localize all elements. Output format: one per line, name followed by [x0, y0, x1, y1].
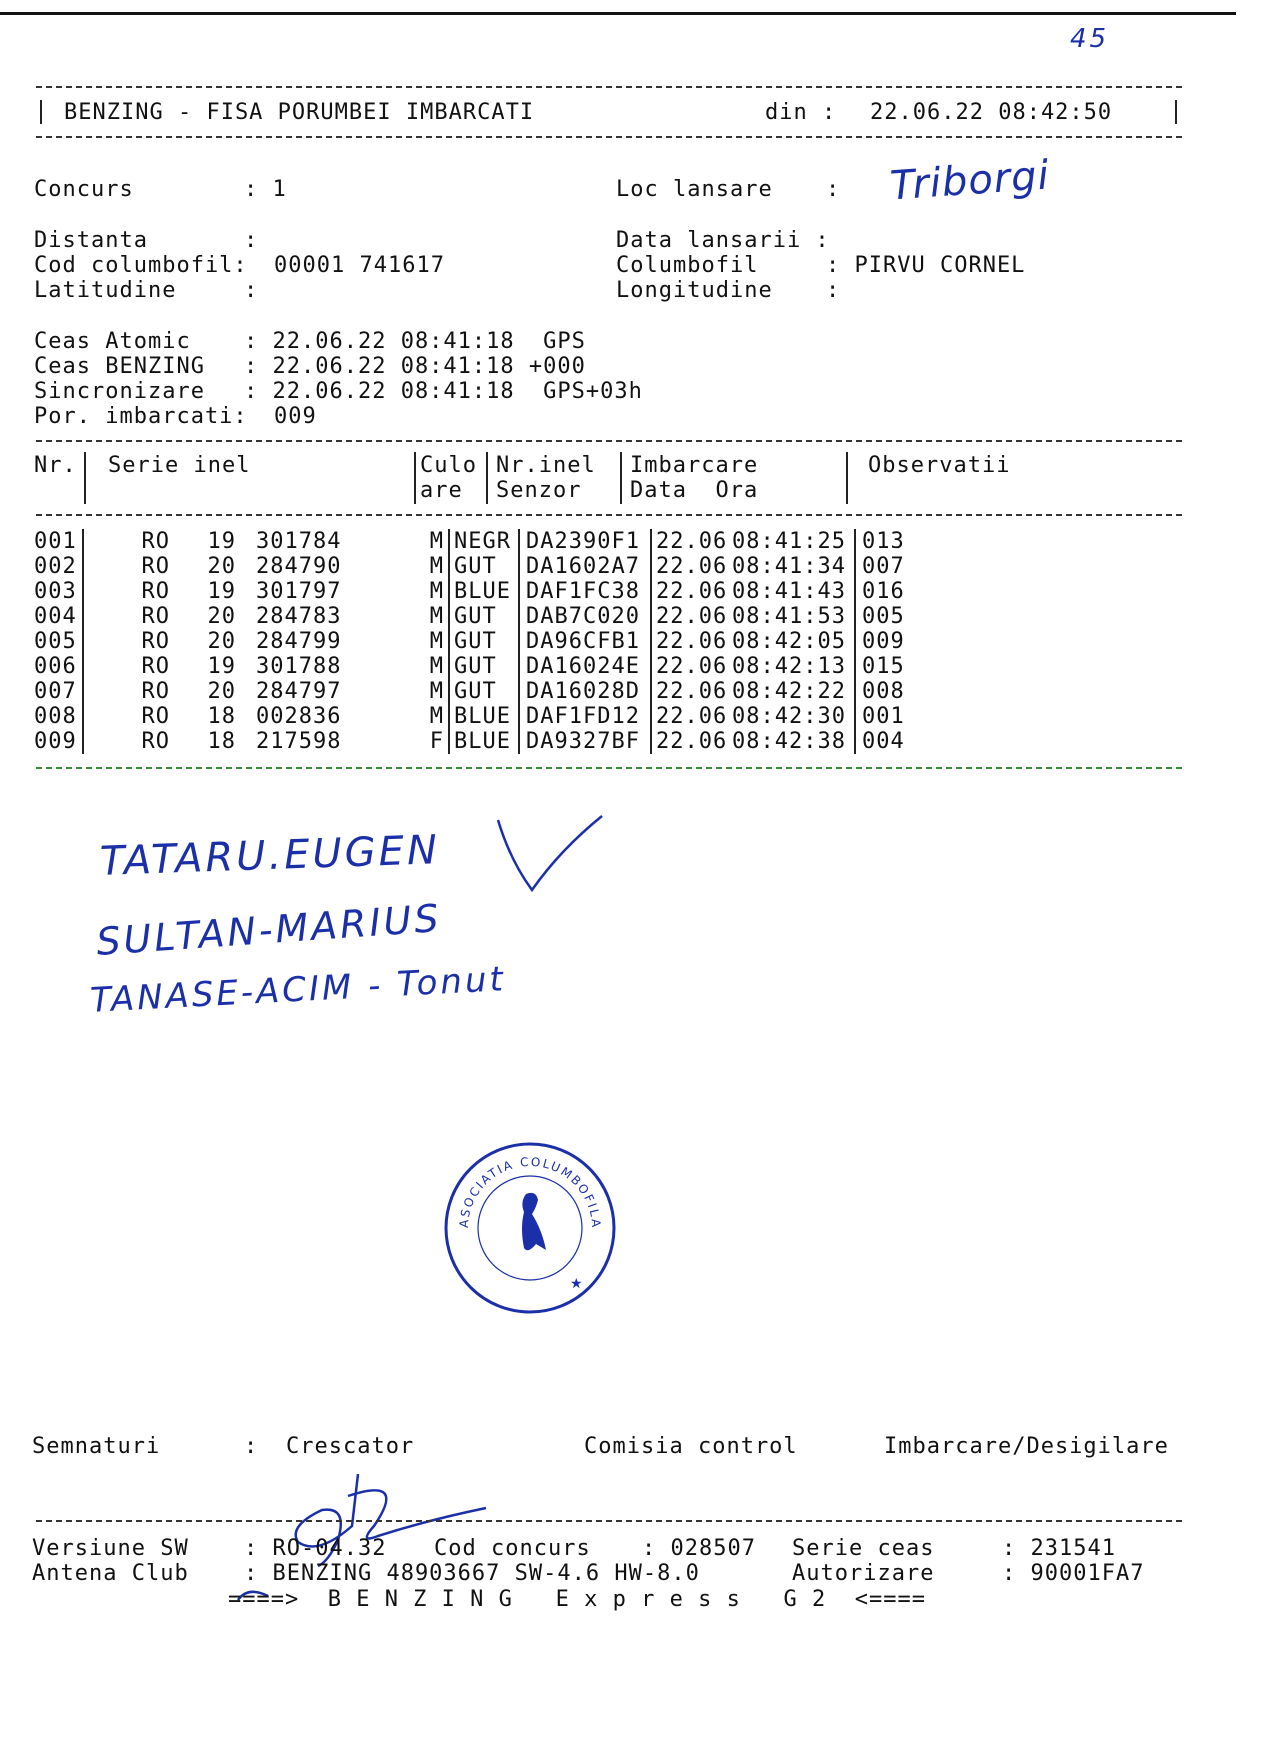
autorizare-label: Autorizare — [792, 1561, 935, 1586]
row-country: RO — [141, 629, 170, 654]
crescator-label: Crescator — [286, 1434, 415, 1459]
row-ring-number: 217598 — [256, 729, 342, 754]
row-sensor-ring: DA9327BF — [519, 729, 651, 754]
club-stamp — [440, 1138, 620, 1318]
table-row — [34, 604, 905, 629]
col-culoare-2: are — [420, 478, 463, 503]
col-nr-inel-1: Nr.inel — [496, 453, 596, 478]
longitudine-value: : — [826, 278, 841, 303]
row-observatii: 001 — [862, 704, 905, 729]
row-color: GUT — [449, 679, 519, 704]
col-imbarcare-2: Data Ora — [630, 478, 759, 503]
row-nr: 008 — [34, 704, 83, 729]
row-color: GUT — [449, 654, 519, 679]
porumbei-imbarcati-value: 009 — [274, 404, 317, 429]
row-time: 08:42:22 — [732, 679, 855, 704]
handwritten-name-3: TANASE-ACIM - Tonut — [89, 959, 507, 1021]
concurs-label: Concurs — [34, 177, 134, 202]
columbofil-label: Columbofil — [616, 253, 759, 278]
sincronizare-value: : 22.06.22 08:41:18 GPS+03h — [244, 379, 643, 404]
table-row — [34, 729, 905, 754]
top-border-line — [0, 12, 1236, 15]
row-color: BLUE — [449, 729, 519, 754]
row-observatii: 016 — [862, 579, 905, 604]
ceas-benzing-value: : 22.06.22 08:41:18 +000 — [244, 354, 586, 379]
table-bottom-divider — [36, 767, 1182, 769]
col-divider-imbarcare — [846, 452, 848, 504]
row-time: 08:41:53 — [732, 604, 855, 629]
row-observatii: 013 — [862, 529, 905, 554]
loc-lansare-handwritten: Triborgi — [888, 152, 1052, 210]
row-nr: 009 — [34, 729, 83, 754]
table-row — [34, 529, 905, 554]
row-ring-number: 284797 — [256, 679, 342, 704]
row-color: BLUE — [449, 704, 519, 729]
data-lansarii-label: Data lansarii : — [616, 228, 830, 253]
row-sensor-ring: DA16028D — [519, 679, 651, 704]
row-date: 22.06 — [656, 604, 728, 629]
col-divider-nr — [84, 452, 86, 504]
loc-lansare-colon: : — [826, 177, 841, 202]
pigeon-icon — [522, 1193, 546, 1250]
handwritten-name-2: SULTAN-MARIUS — [94, 895, 443, 965]
col-serie-inel: Serie inel — [108, 453, 251, 478]
row-year: 20 — [207, 629, 236, 654]
latitudine-value: : — [244, 278, 259, 303]
row-nr: 007 — [34, 679, 83, 704]
row-year: 19 — [207, 579, 236, 604]
row-nr: 002 — [34, 554, 83, 579]
row-sex: F — [348, 729, 449, 754]
stamp-text: ASOCIATIA COLUMBOFILA — [456, 1154, 604, 1230]
row-year: 18 — [207, 729, 236, 754]
col-culoare-1: Culo — [420, 453, 477, 478]
sincronizare-label: Sincronizare — [34, 379, 205, 404]
col-nr-inel-2: Senzor — [496, 478, 582, 503]
row-sensor-ring: DA1602A7 — [519, 554, 651, 579]
row-observatii: 004 — [862, 729, 905, 754]
row-country: RO — [141, 704, 170, 729]
footer-divider — [36, 1520, 1182, 1522]
col-observatii: Observatii — [868, 453, 1011, 478]
table-row — [34, 704, 905, 729]
row-observatii: 015 — [862, 654, 905, 679]
row-observatii: 008 — [862, 679, 905, 704]
semnaturi-label: Semnaturi — [32, 1434, 161, 1459]
semnaturi-colon: : — [244, 1434, 259, 1459]
date-label: din : — [765, 100, 837, 125]
row-sex: M — [348, 529, 449, 554]
table-row — [34, 554, 905, 579]
row-sensor-ring: DAB7C020 — [519, 604, 651, 629]
row-time: 08:42:05 — [732, 629, 855, 654]
latitudine-label: Latitudine — [34, 278, 177, 303]
star-icon: ★ — [570, 1276, 583, 1292]
row-date: 22.06 — [656, 679, 728, 704]
porumbei-imbarcati-label: Por. imbarcati: — [34, 404, 248, 429]
row-date: 22.06 — [656, 579, 728, 604]
serie-ceas-label: Serie ceas — [792, 1536, 935, 1561]
row-date: 22.06 — [656, 704, 728, 729]
autorizare-value: : 90001FA7 — [1002, 1561, 1145, 1586]
row-time: 08:42:30 — [732, 704, 855, 729]
cod-concurs-label: Cod concurs — [434, 1536, 591, 1561]
row-date: 22.06 — [656, 554, 728, 579]
handwritten-check-mark — [490, 810, 610, 900]
row-sex: M — [348, 629, 449, 654]
row-date: 22.06 — [656, 629, 728, 654]
cod-columbofil-value: 00001 741617 — [274, 253, 445, 278]
ceas-atomic-value: : 22.06.22 08:41:18 GPS — [244, 329, 586, 354]
ceas-benzing-label: Ceas BENZING — [34, 354, 205, 379]
row-sex: M — [348, 604, 449, 629]
row-color: GUT — [449, 554, 519, 579]
row-color: GUT — [449, 604, 519, 629]
row-country: RO — [141, 604, 170, 629]
row-color: BLUE — [449, 579, 519, 604]
table-row — [34, 579, 905, 604]
cod-concurs-value: : 028507 — [642, 1536, 756, 1561]
col-divider-nr-inel — [620, 452, 622, 504]
header-right-bar — [1175, 100, 1177, 124]
row-time: 08:42:13 — [732, 654, 855, 679]
row-color: GUT — [449, 629, 519, 654]
row-country: RO — [141, 579, 170, 604]
table-header-top-divider — [36, 440, 1182, 442]
longitudine-label: Longitudine — [616, 278, 773, 303]
row-country: RO — [141, 554, 170, 579]
distanta-label: Distanta — [34, 228, 148, 253]
row-country: RO — [141, 729, 170, 754]
table-header-bottom-divider — [36, 514, 1182, 516]
antena-club-label: Antena Club — [32, 1561, 189, 1586]
page-number-mark: 45 — [1070, 24, 1110, 54]
loc-lansare-label: Loc lansare — [616, 177, 773, 202]
col-divider-culoare — [486, 452, 488, 504]
row-sensor-ring: DAF1FD12 — [519, 704, 651, 729]
row-observatii: 007 — [862, 554, 905, 579]
row-sex: M — [348, 654, 449, 679]
row-ring-number: 284799 — [256, 629, 342, 654]
row-date: 22.06 — [656, 654, 728, 679]
row-sensor-ring: DA16024E — [519, 654, 651, 679]
row-country: RO — [141, 529, 170, 554]
table-row — [34, 679, 905, 704]
row-nr: 004 — [34, 604, 83, 629]
versiune-sw-label: Versiune SW — [32, 1536, 189, 1561]
row-nr: 003 — [34, 579, 83, 604]
col-nr: Nr. — [34, 453, 77, 478]
col-divider-serie — [414, 452, 416, 504]
header-top-divider — [36, 86, 1182, 88]
cod-columbofil-label: Cod columbofil: — [34, 253, 248, 278]
comisia-control-label: Comisia control — [584, 1434, 798, 1459]
row-time: 08:41:34 — [732, 554, 855, 579]
row-country: RO — [141, 654, 170, 679]
row-ring-number: 301788 — [256, 654, 342, 679]
row-sensor-ring: DA96CFB1 — [519, 629, 651, 654]
row-date: 22.06 — [656, 529, 728, 554]
ceas-atomic-label: Ceas Atomic — [34, 329, 191, 354]
row-ring-number: 301784 — [256, 529, 342, 554]
row-nr: 005 — [34, 629, 83, 654]
row-year: 19 — [207, 529, 236, 554]
row-sex: M — [348, 704, 449, 729]
document-title: BENZING - FISA PORUMBEI IMBARCATI — [64, 100, 535, 125]
pigeons-table — [34, 529, 905, 754]
row-sex: M — [348, 554, 449, 579]
row-observatii: 005 — [862, 604, 905, 629]
row-country: RO — [141, 679, 170, 704]
header-bottom-divider — [36, 136, 1182, 138]
header-left-bar — [40, 100, 42, 124]
pigeons-table-body — [34, 529, 905, 754]
antena-club-value: : BENZING 48903667 SW-4.6 HW-8.0 — [244, 1561, 700, 1586]
row-ring-number: 002836 — [256, 704, 342, 729]
row-nr: 006 — [34, 654, 83, 679]
columbofil-value: : PIRVU CORNEL — [826, 253, 1026, 278]
versiune-sw-value: : RO-04.32 — [244, 1536, 387, 1561]
row-date: 22.06 — [656, 729, 728, 754]
row-year: 18 — [207, 704, 236, 729]
print-datetime: 22.06.22 08:42:50 — [870, 100, 1113, 125]
row-sex: M — [348, 679, 449, 704]
row-sensor-ring: DAF1FC38 — [519, 579, 651, 604]
distanta-value: : — [244, 228, 259, 253]
row-ring-number: 301797 — [256, 579, 342, 604]
row-ring-number: 284790 — [256, 554, 342, 579]
serie-ceas-value: : 231541 — [1002, 1536, 1116, 1561]
row-sensor-ring: DA2390F1 — [519, 529, 651, 554]
imbarcare-desigilare-label: Imbarcare/Desigilare — [884, 1434, 1169, 1459]
row-year: 20 — [207, 604, 236, 629]
table-row — [34, 654, 905, 679]
row-sex: M — [348, 579, 449, 604]
row-ring-number: 284783 — [256, 604, 342, 629]
row-nr: 001 — [34, 529, 83, 554]
row-color: NEGR — [449, 529, 519, 554]
col-imbarcare-1: Imbarcare — [630, 453, 759, 478]
row-time: 08:41:25 — [732, 529, 855, 554]
table-row — [34, 629, 905, 654]
concurs-value: : 1 — [244, 177, 287, 202]
row-time: 08:41:43 — [732, 579, 855, 604]
row-year: 19 — [207, 654, 236, 679]
benzing-express-banner: ====> B E N Z I N G E x p r e s s G 2 <==== — [228, 1587, 927, 1612]
handwritten-name-1: TATARU.EUGEN — [99, 827, 441, 885]
row-time: 08:42:38 — [732, 729, 855, 754]
row-year: 20 — [207, 679, 236, 704]
row-observatii: 009 — [862, 629, 905, 654]
row-year: 20 — [207, 554, 236, 579]
